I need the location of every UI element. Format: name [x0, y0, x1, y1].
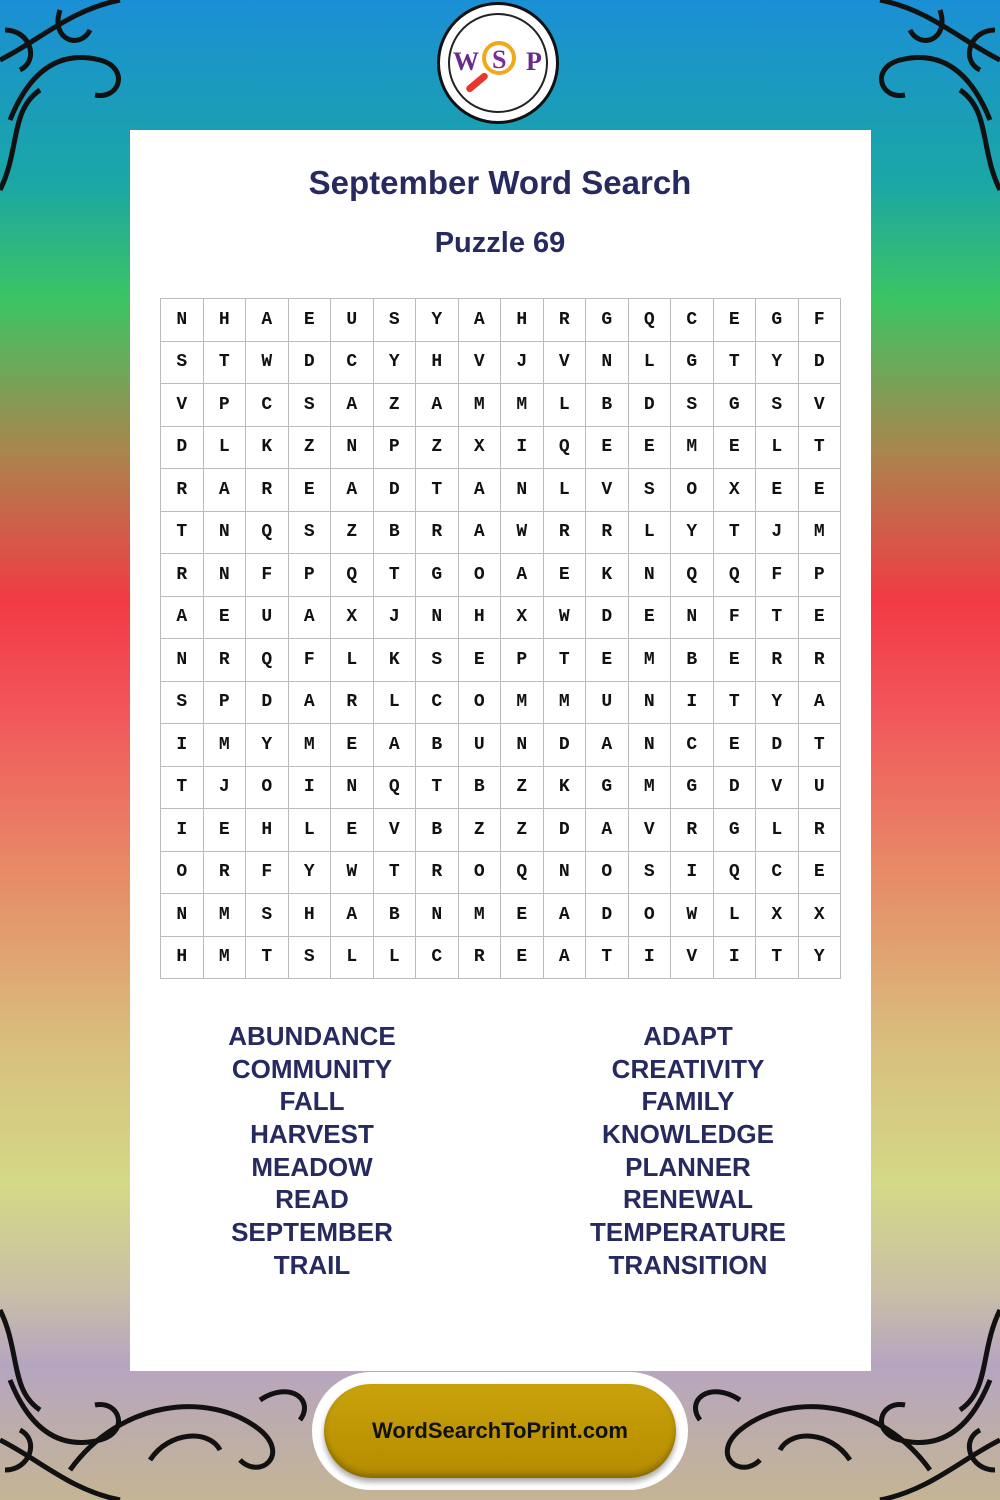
grid-cell[interactable]: W [331, 852, 374, 895]
grid-cell[interactable]: E [714, 427, 757, 470]
grid-cell[interactable]: J [756, 512, 799, 555]
grid-cell[interactable]: J [204, 767, 247, 810]
grid-cell[interactable]: R [204, 639, 247, 682]
word-item: TEMPERATURE [590, 1217, 786, 1248]
word-list-right [538, 1020, 838, 1282]
grid-cell[interactable]: E [714, 639, 757, 682]
grid-cell[interactable]: W [246, 342, 289, 385]
grid-cell[interactable]: T [714, 342, 757, 385]
grid-cell[interactable]: I [671, 852, 714, 895]
word-item: PLANNER [625, 1151, 751, 1182]
grid-cell[interactable]: L [331, 937, 374, 980]
grid-cell[interactable]: L [544, 469, 587, 512]
grid-cell[interactable]: A [331, 384, 374, 427]
grid-cell[interactable]: U [586, 682, 629, 725]
grid-cell[interactable]: R [161, 469, 204, 512]
grid-cell[interactable]: I [161, 809, 204, 852]
word-item: MEADOW [251, 1151, 373, 1182]
grid-cell[interactable]: G [671, 342, 714, 385]
grid-cell[interactable]: N [161, 894, 204, 937]
grid-cell[interactable]: D [756, 724, 799, 767]
grid-cell[interactable]: U [459, 724, 502, 767]
grid-cell[interactable]: Z [331, 512, 374, 555]
grid-cell[interactable]: N [204, 512, 247, 555]
grid-cell[interactable]: U [246, 597, 289, 640]
grid-cell[interactable]: F [714, 597, 757, 640]
grid-cell[interactable]: D [544, 724, 587, 767]
word-item: CREATIVITY [611, 1053, 765, 1084]
grid-cell[interactable]: S [416, 639, 459, 682]
grid-cell[interactable]: N [544, 852, 587, 895]
grid-cell[interactable]: Y [756, 682, 799, 725]
grid-cell[interactable]: E [331, 809, 374, 852]
grid-cell[interactable]: H [459, 597, 502, 640]
grid-cell[interactable]: S [671, 384, 714, 427]
grid-cell[interactable]: L [374, 937, 417, 980]
grid-cell[interactable]: Q [246, 639, 289, 682]
grid-cell[interactable]: T [714, 512, 757, 555]
grid-cell[interactable]: P [204, 384, 247, 427]
grid-cell[interactable]: N [629, 682, 672, 725]
grid-cell[interactable]: E [714, 299, 757, 342]
grid-cell[interactable]: W [544, 597, 587, 640]
grid-cell[interactable]: C [331, 342, 374, 385]
grid-cell[interactable]: T [756, 597, 799, 640]
grid-cell[interactable]: M [799, 512, 842, 555]
grid-cell[interactable]: I [714, 937, 757, 980]
grid-cell[interactable]: Q [671, 554, 714, 597]
logo-letter-s: S [492, 45, 507, 74]
grid-cell[interactable]: M [501, 384, 544, 427]
grid-cell[interactable]: N [204, 554, 247, 597]
grid-cell[interactable]: G [714, 809, 757, 852]
grid-cell[interactable]: E [586, 639, 629, 682]
grid-cell[interactable]: P [501, 639, 544, 682]
grid-cell[interactable]: A [289, 597, 332, 640]
word-list-left [162, 1020, 462, 1282]
grid-cell[interactable]: T [416, 469, 459, 512]
puzzle-number: Puzzle 69 [434, 227, 566, 259]
grid-cell[interactable]: G [756, 299, 799, 342]
grid-cell[interactable]: R [544, 299, 587, 342]
grid-cell[interactable]: E [544, 554, 587, 597]
footer-button-frame [312, 1372, 688, 1490]
grid-cell[interactable]: C [246, 384, 289, 427]
grid-cell[interactable]: E [289, 469, 332, 512]
grid-cell[interactable]: D [246, 682, 289, 725]
grid-cell[interactable]: N [416, 894, 459, 937]
grid-cell[interactable]: G [586, 767, 629, 810]
grid-cell[interactable]: P [374, 427, 417, 470]
grid-cell[interactable]: K [246, 427, 289, 470]
grid-cell[interactable]: J [374, 597, 417, 640]
website-button[interactable]: WordSearchToPrint.com [324, 1384, 676, 1478]
grid-cell[interactable]: J [501, 342, 544, 385]
grid-cell[interactable]: A [544, 894, 587, 937]
grid-cell[interactable]: T [544, 639, 587, 682]
grid-cell[interactable]: S [756, 384, 799, 427]
grid-cell[interactable]: T [161, 512, 204, 555]
grid-cell[interactable]: D [161, 427, 204, 470]
grid-cell[interactable]: E [459, 639, 502, 682]
grid-cell[interactable]: M [544, 682, 587, 725]
grid-cell[interactable]: B [586, 384, 629, 427]
grid-cell[interactable]: F [289, 639, 332, 682]
grid-cell[interactable]: M [629, 639, 672, 682]
grid-cell[interactable]: R [204, 852, 247, 895]
word-item: RENEWAL [623, 1184, 753, 1215]
grid-cell[interactable]: V [544, 342, 587, 385]
grid-cell[interactable]: A [161, 597, 204, 640]
swirl-bottom-left-icon [60, 1360, 320, 1480]
grid-cell[interactable]: Q [246, 512, 289, 555]
grid-cell[interactable]: T [204, 342, 247, 385]
grid-cell[interactable]: C [756, 852, 799, 895]
grid-cell[interactable]: A [459, 299, 502, 342]
grid-cell[interactable]: Z [416, 427, 459, 470]
logo-letter-w: W [453, 47, 479, 76]
grid-cell[interactable]: T [416, 767, 459, 810]
word-item: FALL [279, 1086, 345, 1117]
grid-cell[interactable]: E [756, 469, 799, 512]
grid-cell[interactable]: N [331, 767, 374, 810]
grid-cell[interactable]: Q [714, 554, 757, 597]
grid-cell[interactable]: P [204, 682, 247, 725]
grid-cell[interactable]: V [374, 809, 417, 852]
grid-cell[interactable]: Y [799, 937, 842, 980]
grid-cell[interactable]: H [246, 809, 289, 852]
grid-cell[interactable]: K [544, 767, 587, 810]
grid-cell[interactable]: V [459, 342, 502, 385]
grid-cell[interactable]: L [756, 427, 799, 470]
grid-cell[interactable]: O [459, 554, 502, 597]
grid-cell[interactable]: M [204, 724, 247, 767]
grid-cell[interactable]: A [416, 384, 459, 427]
grid-cell[interactable]: T [799, 724, 842, 767]
grid-cell[interactable]: L [714, 894, 757, 937]
grid-cell[interactable]: R [246, 469, 289, 512]
grid-cell[interactable]: R [756, 639, 799, 682]
grid-cell[interactable]: X [756, 894, 799, 937]
grid-cell[interactable]: F [246, 554, 289, 597]
grid-cell[interactable]: A [374, 724, 417, 767]
word-item: TRANSITION [608, 1249, 768, 1280]
grid-cell[interactable]: I [501, 427, 544, 470]
grid-cell[interactable]: B [416, 809, 459, 852]
grid-cell[interactable]: X [714, 469, 757, 512]
word-item: ADAPT [643, 1021, 733, 1051]
grid-cell[interactable]: W [671, 894, 714, 937]
grid-cell[interactable]: O [161, 852, 204, 895]
grid-cell[interactable]: N [501, 469, 544, 512]
grid-cell[interactable]: G [671, 767, 714, 810]
logo-letter-p: P [526, 47, 542, 76]
grid-cell[interactable]: Q [374, 767, 417, 810]
grid-cell[interactable]: V [586, 469, 629, 512]
word-item: FAMILY [641, 1086, 735, 1117]
grid-cell[interactable]: R [544, 512, 587, 555]
word-item: ABUNDANCE [228, 1021, 396, 1051]
grid-cell[interactable]: D [629, 384, 672, 427]
grid-cell[interactable]: U [331, 299, 374, 342]
grid-cell[interactable]: G [416, 554, 459, 597]
grid-cell[interactable]: E [629, 427, 672, 470]
grid-cell[interactable]: A [289, 682, 332, 725]
grid-cell[interactable]: C [671, 724, 714, 767]
grid-cell[interactable]: M [459, 384, 502, 427]
grid-cell[interactable]: Y [756, 342, 799, 385]
grid-cell[interactable]: N [586, 342, 629, 385]
grid-cell[interactable]: P [799, 554, 842, 597]
grid-cell[interactable]: D [799, 342, 842, 385]
grid-cell[interactable]: B [671, 639, 714, 682]
grid-cell[interactable]: E [204, 809, 247, 852]
grid-cell[interactable]: V [799, 384, 842, 427]
grid-cell[interactable]: S [161, 682, 204, 725]
grid-cell[interactable]: Q [629, 299, 672, 342]
grid-cell[interactable]: E [799, 597, 842, 640]
grid-cell[interactable]: V [161, 384, 204, 427]
grid-cell[interactable]: L [629, 342, 672, 385]
grid-cell[interactable]: E [586, 427, 629, 470]
grid-cell[interactable]: B [416, 724, 459, 767]
grid-cell[interactable]: W [501, 512, 544, 555]
grid-cell[interactable]: B [459, 767, 502, 810]
word-item: SEPTEMBER [231, 1217, 393, 1248]
grid-cell[interactable]: D [544, 809, 587, 852]
grid-cell[interactable]: R [416, 852, 459, 895]
grid-cell[interactable]: X [799, 894, 842, 937]
grid-cell[interactable]: Z [501, 809, 544, 852]
grid-cell[interactable]: Q [331, 554, 374, 597]
grid-cell[interactable]: N [416, 597, 459, 640]
grid-cell[interactable]: E [629, 597, 672, 640]
grid-cell[interactable]: R [416, 512, 459, 555]
grid-cell[interactable]: I [671, 682, 714, 725]
grid-cell[interactable]: A [331, 894, 374, 937]
grid-cell[interactable]: M [289, 724, 332, 767]
grid-cell[interactable]: I [161, 724, 204, 767]
grid-cell[interactable]: L [544, 384, 587, 427]
grid-cell[interactable]: D [586, 894, 629, 937]
grid-cell[interactable]: D [586, 597, 629, 640]
grid-cell[interactable]: O [459, 852, 502, 895]
grid-cell[interactable]: G [586, 299, 629, 342]
grid-cell[interactable]: T [714, 682, 757, 725]
swirl-bottom-right-icon [680, 1360, 940, 1480]
grid-cell[interactable]: H [289, 894, 332, 937]
grid-cell[interactable]: O [629, 894, 672, 937]
grid-cell[interactable]: D [374, 469, 417, 512]
grid-cell[interactable]: S [289, 512, 332, 555]
grid-cell[interactable]: I [289, 767, 332, 810]
grid-cell[interactable]: Q [501, 852, 544, 895]
grid-cell[interactable]: I [629, 937, 672, 980]
grid-cell[interactable]: N [629, 554, 672, 597]
word-item: HARVEST [250, 1119, 374, 1150]
grid-cell[interactable]: T [161, 767, 204, 810]
grid-cell[interactable]: F [756, 554, 799, 597]
grid-cell[interactable]: H [161, 937, 204, 980]
grid-cell[interactable]: Y [374, 342, 417, 385]
grid-cell[interactable]: Y [416, 299, 459, 342]
grid-cell[interactable]: L [331, 639, 374, 682]
grid-cell[interactable]: T [246, 937, 289, 980]
grid-cell[interactable]: S [629, 469, 672, 512]
grid-cell[interactable]: N [331, 427, 374, 470]
grid-cell[interactable]: O [246, 767, 289, 810]
grid-cell[interactable]: E [501, 894, 544, 937]
grid-cell[interactable]: A [586, 724, 629, 767]
grid-cell[interactable]: E [331, 724, 374, 767]
grid-cell[interactable]: M [501, 682, 544, 725]
grid-cell[interactable]: V [629, 809, 672, 852]
grid-cell[interactable]: Z [289, 427, 332, 470]
grid-cell[interactable]: F [246, 852, 289, 895]
grid-cell[interactable]: N [161, 299, 204, 342]
grid-cell[interactable]: R [799, 639, 842, 682]
grid-cell[interactable]: T [586, 937, 629, 980]
grid-cell[interactable]: H [501, 299, 544, 342]
grid-cell[interactable]: M [671, 427, 714, 470]
grid-cell[interactable]: S [161, 342, 204, 385]
grid-cell[interactable]: D [289, 342, 332, 385]
grid-cell[interactable]: A [204, 469, 247, 512]
grid-cell[interactable]: R [459, 937, 502, 980]
grid-cell[interactable]: A [544, 937, 587, 980]
grid-cell[interactable]: H [416, 342, 459, 385]
grid-cell[interactable]: V [671, 937, 714, 980]
grid-cell[interactable]: E [289, 299, 332, 342]
grid-cell[interactable]: Y [289, 852, 332, 895]
grid-cell[interactable]: Z [501, 767, 544, 810]
grid-cell[interactable]: A [799, 682, 842, 725]
grid-cell[interactable]: A [501, 554, 544, 597]
grid-cell[interactable]: T [374, 554, 417, 597]
grid-cell[interactable]: X [459, 427, 502, 470]
grid-cell[interactable]: R [331, 682, 374, 725]
grid-cell[interactable]: A [331, 469, 374, 512]
grid-cell[interactable]: P [289, 554, 332, 597]
grid-cell[interactable]: R [161, 554, 204, 597]
grid-cell[interactable]: A [246, 299, 289, 342]
grid-cell[interactable]: F [799, 299, 842, 342]
grid-cell[interactable]: S [289, 937, 332, 980]
grid-cell[interactable]: R [586, 512, 629, 555]
grid-cell[interactable]: L [374, 682, 417, 725]
grid-cell[interactable]: M [204, 894, 247, 937]
grid-cell[interactable]: R [671, 809, 714, 852]
grid-cell[interactable]: M [459, 894, 502, 937]
grid-cell[interactable]: K [586, 554, 629, 597]
grid-cell[interactable]: E [799, 852, 842, 895]
grid-cell[interactable]: H [204, 299, 247, 342]
grid-cell[interactable]: E [714, 724, 757, 767]
word-item: COMMUNITY [231, 1053, 393, 1084]
grid-cell[interactable]: N [161, 639, 204, 682]
grid-cell[interactable]: E [204, 597, 247, 640]
page-title: September Word Search [308, 164, 692, 201]
grid-cell[interactable]: A [459, 469, 502, 512]
wsp-logo[interactable] [437, 2, 559, 124]
grid-cell[interactable]: Q [544, 427, 587, 470]
grid-cell[interactable]: B [374, 894, 417, 937]
grid-cell[interactable]: B [374, 512, 417, 555]
grid-cell[interactable]: N [629, 724, 672, 767]
grid-cell[interactable]: D [714, 767, 757, 810]
grid-cell[interactable]: T [756, 937, 799, 980]
grid-cell[interactable]: E [799, 469, 842, 512]
grid-cell[interactable]: E [501, 937, 544, 980]
grid-cell[interactable]: C [416, 682, 459, 725]
grid-cell[interactable]: C [671, 299, 714, 342]
grid-cell[interactable]: X [501, 597, 544, 640]
grid-cell[interactable]: V [756, 767, 799, 810]
grid-cell[interactable]: L [289, 809, 332, 852]
grid-cell[interactable]: L [629, 512, 672, 555]
grid-cell[interactable]: L [756, 809, 799, 852]
word-item: KNOWLEDGE [602, 1119, 774, 1150]
grid-cell[interactable]: M [629, 767, 672, 810]
grid-cell[interactable]: S [289, 384, 332, 427]
word-item: TRAIL [273, 1249, 351, 1280]
grid-cell[interactable]: L [204, 427, 247, 470]
grid-cell[interactable]: S [246, 894, 289, 937]
grid-cell[interactable]: G [714, 384, 757, 427]
grid-cell[interactable]: O [459, 682, 502, 725]
grid-cell[interactable]: T [799, 427, 842, 470]
grid-cell[interactable]: Z [374, 384, 417, 427]
grid-cell[interactable]: O [586, 852, 629, 895]
grid-cell[interactable]: T [374, 852, 417, 895]
grid-cell[interactable]: S [374, 299, 417, 342]
grid-cell[interactable]: C [416, 937, 459, 980]
word-item: READ [275, 1184, 349, 1215]
grid-cell[interactable]: Q [714, 852, 757, 895]
grid-cell[interactable]: U [799, 767, 842, 810]
grid-cell[interactable]: M [204, 937, 247, 980]
grid-cell[interactable]: S [629, 852, 672, 895]
grid-cell[interactable]: Z [459, 809, 502, 852]
grid-cell[interactable]: O [671, 469, 714, 512]
grid-cell[interactable]: Y [671, 512, 714, 555]
grid-cell[interactable]: N [671, 597, 714, 640]
grid-cell[interactable]: Y [246, 724, 289, 767]
grid-cell[interactable]: K [374, 639, 417, 682]
grid-cell[interactable]: N [501, 724, 544, 767]
grid-cell[interactable]: X [331, 597, 374, 640]
grid-cell[interactable]: R [799, 809, 842, 852]
grid-cell[interactable]: A [459, 512, 502, 555]
letter-grid [160, 298, 841, 979]
grid-cell[interactable]: A [586, 809, 629, 852]
